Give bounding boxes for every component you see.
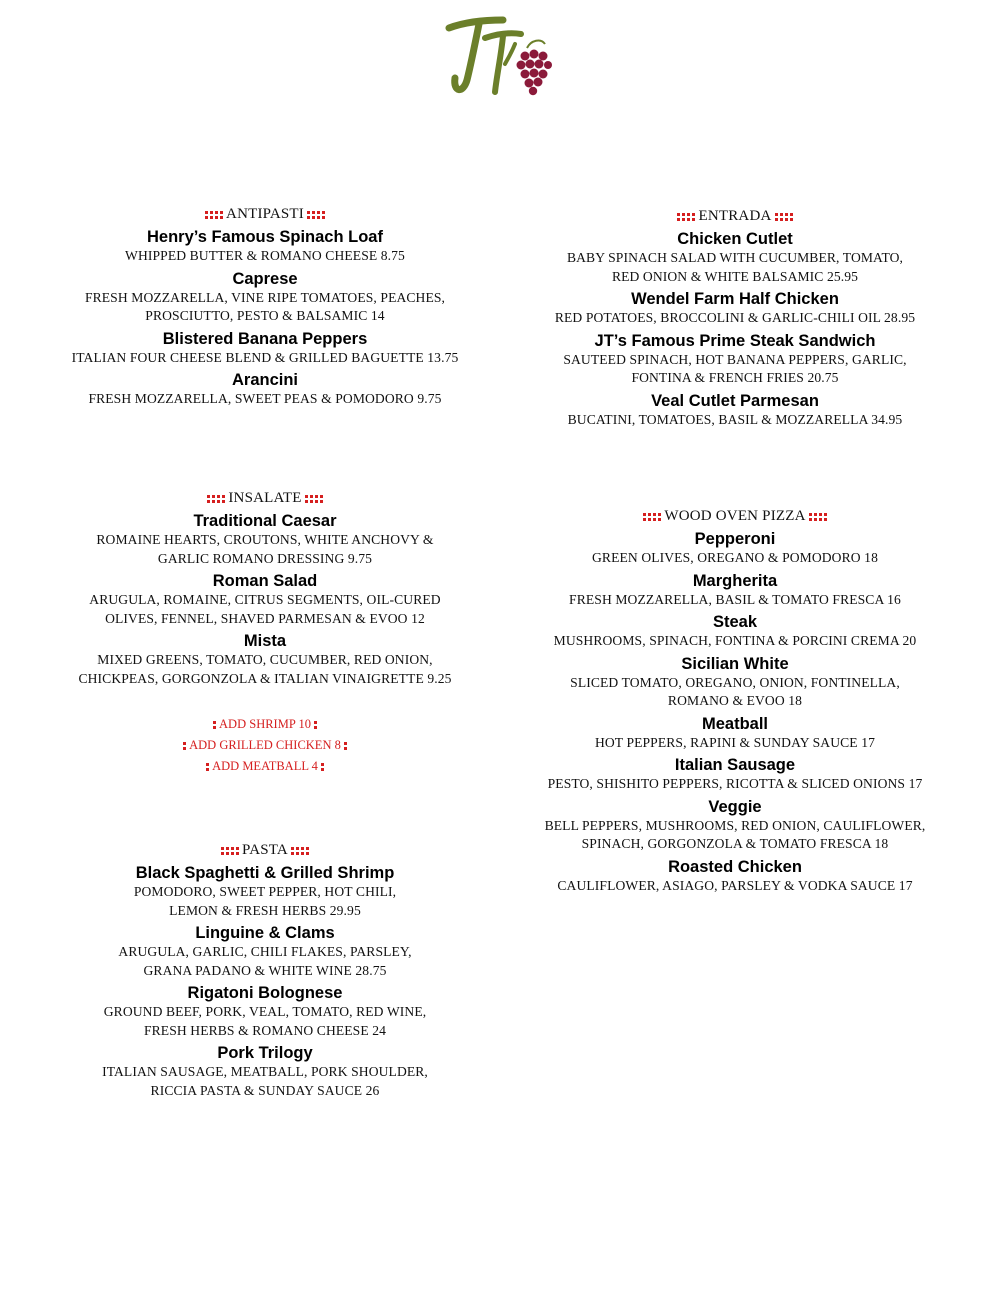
section-title: ENTRADA xyxy=(698,208,772,224)
menu-item-description: FRESH MOZZARELLA, BASIL & TOMATO FRESCA 16 xyxy=(569,591,901,607)
red-dot-ornament-icon xyxy=(809,513,817,521)
menu-item-name: Veal Cutlet Parmesan xyxy=(651,391,819,410)
menu-item-description: WHIPPED BUTTER & ROMANO CHEESE 8.75 xyxy=(125,248,405,263)
menu-item-description: PESTO, SHISHITO PEPPERS, RICOTTA & SLICED ONIONS 17 xyxy=(547,776,923,791)
menu-item-description: MUSHROOMS, SPINACH, FONTINA & PORCINI CREMA 20 xyxy=(553,633,917,648)
red-dot-ornament-icon xyxy=(301,847,309,855)
menu-item-name: Meatball xyxy=(701,714,769,733)
red-dot-ornament-icon xyxy=(305,495,313,503)
menu-item-description: RED POTATOES, BROCCOLINI & GARLIC-CHILI OIL 28.95 xyxy=(554,310,916,325)
red-dot-ornament-icon xyxy=(207,495,215,503)
menu-item-name: Rigatoni Bolognese xyxy=(187,984,343,1002)
menu-item-description: BUCATINI, TOMATOES, BASIL & MOZZARELLA 34.95 xyxy=(567,411,903,427)
menu-item-description: BABY SPINACH SALAD WITH CUCUMBER, TOMATO, xyxy=(566,250,904,265)
menu-item-description: RICCIA PASTA & SUNDAY SAUCE 26 xyxy=(150,1082,380,1098)
salad-addon xyxy=(40,756,490,777)
section-entrada xyxy=(510,208,960,429)
red-dot-ornament-icon xyxy=(785,213,793,221)
menu-right-column xyxy=(510,0,960,1294)
salad-addon-label: ADD MEATBALL 4 xyxy=(212,759,318,773)
menu-item-name: Sicilian White xyxy=(681,654,789,673)
menu-item-description: SLICED TOMATO, OREGANO, ONION, FONTINELLA, xyxy=(570,674,900,690)
section-pasta xyxy=(40,842,490,1100)
menu-item-description: ITALIAN SAUSAGE, MEATBALL, PORK SHOULDER, xyxy=(102,1064,428,1079)
section-insalate xyxy=(40,490,490,688)
menu-item-name: Italian Sausage xyxy=(674,756,796,774)
menu-item-description: PROSCIUTTO, PESTO & BALSAMIC 14 xyxy=(145,308,385,323)
red-dot-ornament-icon xyxy=(315,495,323,503)
red-colon-ornament-icon xyxy=(213,721,216,729)
menu-item-name: Traditional Caesar xyxy=(193,512,337,530)
section-heading xyxy=(40,490,490,507)
menu-item-name: JT’s Famous Prime Steak Sandwich xyxy=(594,331,876,350)
menu-item-description: CAULIFLOWER, ASIAGO, PARSLEY & VODKA SAUCE 17 xyxy=(557,877,913,893)
menu-item-name: Veggie xyxy=(708,797,762,816)
menu-item-name: Henry’s Famous Spinach Loaf xyxy=(147,228,383,246)
section-heading xyxy=(40,842,490,859)
salad-addon xyxy=(40,714,490,735)
menu-item-description: ROMAINE HEARTS, CROUTONS, WHITE ANCHOVY & xyxy=(96,532,434,547)
red-dot-ornament-icon xyxy=(231,847,239,855)
red-dot-ornament-icon xyxy=(687,213,695,221)
menu-item-description: ARUGULA, ROMAINE, CITRUS SEGMENTS, OIL-CURED xyxy=(89,592,441,607)
menu-item-description: SPINACH, GORGONZOLA & TOMATO FRESCA 18 xyxy=(581,836,889,851)
red-dot-ornament-icon xyxy=(677,213,685,221)
menu-item-name: Mista xyxy=(243,632,287,650)
menu-item-name: Wendel Farm Half Chicken xyxy=(631,290,839,308)
section-title: INSALATE xyxy=(228,490,302,506)
menu-item-description: ROMANO & EVOO 18 xyxy=(667,693,803,708)
menu-item-description: POMODORO, SWEET PEPPER, HOT CHILI, xyxy=(133,884,397,899)
red-dot-ornament-icon xyxy=(317,211,325,219)
menu-item-description: ITALIAN FOUR CHEESE BLEND & GRILLED BAGUETTE 13.75 xyxy=(71,349,459,365)
menu-item-name: Pork Trilogy xyxy=(217,1044,313,1062)
menu-item-description: HOT PEPPERS, RAPINI & SUNDAY SAUCE 17 xyxy=(594,734,876,750)
menu-left-column xyxy=(40,0,490,1294)
red-colon-ornament-icon xyxy=(344,742,347,750)
menu-item-name: Roasted Chicken xyxy=(668,857,802,876)
salad-addon-label: ADD SHRIMP 10 xyxy=(219,717,311,731)
menu-item-name: Steak xyxy=(712,613,758,631)
section-heading xyxy=(510,508,960,525)
red-dot-ornament-icon xyxy=(819,513,827,521)
salad-addon-label: ADD GRILLED CHICKEN 8 xyxy=(189,738,341,752)
menu-item-description: LEMON & FRESH HERBS 29.95 xyxy=(169,902,361,918)
red-colon-ornament-icon xyxy=(183,742,186,750)
menu-item-description: ARUGULA, GARLIC, CHILI FLAKES, PARSLEY, xyxy=(118,944,412,959)
salad-addon xyxy=(40,735,490,756)
menu-item-description: RED ONION & WHITE BALSAMIC 25.95 xyxy=(611,268,859,284)
menu-item-description: OLIVES, FENNEL, SHAVED PARMESAN & EVOO 12 xyxy=(105,610,425,626)
red-dot-ornament-icon xyxy=(205,211,213,219)
menu-item-name: Linguine & Clams xyxy=(195,924,335,942)
menu-item-name: Roman Salad xyxy=(212,572,318,590)
red-dot-ornament-icon xyxy=(221,847,229,855)
menu-item-description: CHICKPEAS, GORGONZOLA & ITALIAN VINAIGRETTE 9.25 xyxy=(78,670,452,686)
menu-item-description: FRESH MOZZARELLA, SWEET PEAS & POMODORO 9.75 xyxy=(88,391,442,406)
menu-item-name: Blistered Banana Peppers xyxy=(162,329,368,348)
menu-item-description: GREEN OLIVES, OREGANO & POMODORO 18 xyxy=(592,550,878,565)
red-dot-ornament-icon xyxy=(291,847,299,855)
section-heading xyxy=(40,206,490,223)
section-title: ANTIPASTI xyxy=(226,206,304,222)
menu-item-description: GROUND BEEF, PORK, VEAL, TOMATO, RED WINE, xyxy=(103,1004,427,1019)
red-dot-ornament-icon xyxy=(653,513,661,521)
red-dot-ornament-icon xyxy=(217,495,225,503)
section-title: WOOD OVEN PIZZA xyxy=(664,508,806,524)
menu-item-description: BELL PEPPERS, MUSHROOMS, RED ONION, CAULIFLOWER, xyxy=(544,817,926,833)
section-title: PASTA xyxy=(242,842,288,858)
section-heading xyxy=(510,208,960,225)
section-antipasti xyxy=(40,206,490,409)
menu-item-description: FONTINA & FRENCH FRIES 20.75 xyxy=(631,370,839,385)
red-colon-ornament-icon xyxy=(314,721,317,729)
red-colon-ornament-icon xyxy=(321,763,324,771)
red-dot-ornament-icon xyxy=(307,211,315,219)
menu-item-description: GARLIC ROMANO DRESSING 9.75 xyxy=(157,550,373,566)
menu-item-description: FRESH HERBS & ROMANO CHEESE 24 xyxy=(143,1022,387,1038)
menu-item-name: Margherita xyxy=(692,571,778,590)
red-colon-ornament-icon xyxy=(206,763,209,771)
section-wood-oven-pizza xyxy=(510,508,960,895)
menu-item-description: SAUTEED SPINACH, HOT BANANA PEPPERS, GARLIC, xyxy=(563,351,907,367)
menu-item-description: MIXED GREENS, TOMATO, CUCUMBER, RED ONION, xyxy=(97,652,433,667)
menu-item-name: Pepperoni xyxy=(694,530,776,548)
red-dot-ornament-icon xyxy=(643,513,651,521)
menu-item-name: Black Spaghetti & Grilled Shrimp xyxy=(135,864,395,882)
menu-item-description: GRANA PADANO & WHITE WINE 28.75 xyxy=(143,962,387,978)
menu-item-name: Arancini xyxy=(231,371,299,389)
section-insalate-addons xyxy=(40,714,490,777)
menu-item-description: FRESH MOZZARELLA, VINE RIPE TOMATOES, PEACHES, xyxy=(84,289,446,305)
red-dot-ornament-icon xyxy=(215,211,223,219)
menu-item-name: Chicken Cutlet xyxy=(677,230,793,248)
menu-item-name: Caprese xyxy=(232,269,298,288)
red-dot-ornament-icon xyxy=(775,213,783,221)
